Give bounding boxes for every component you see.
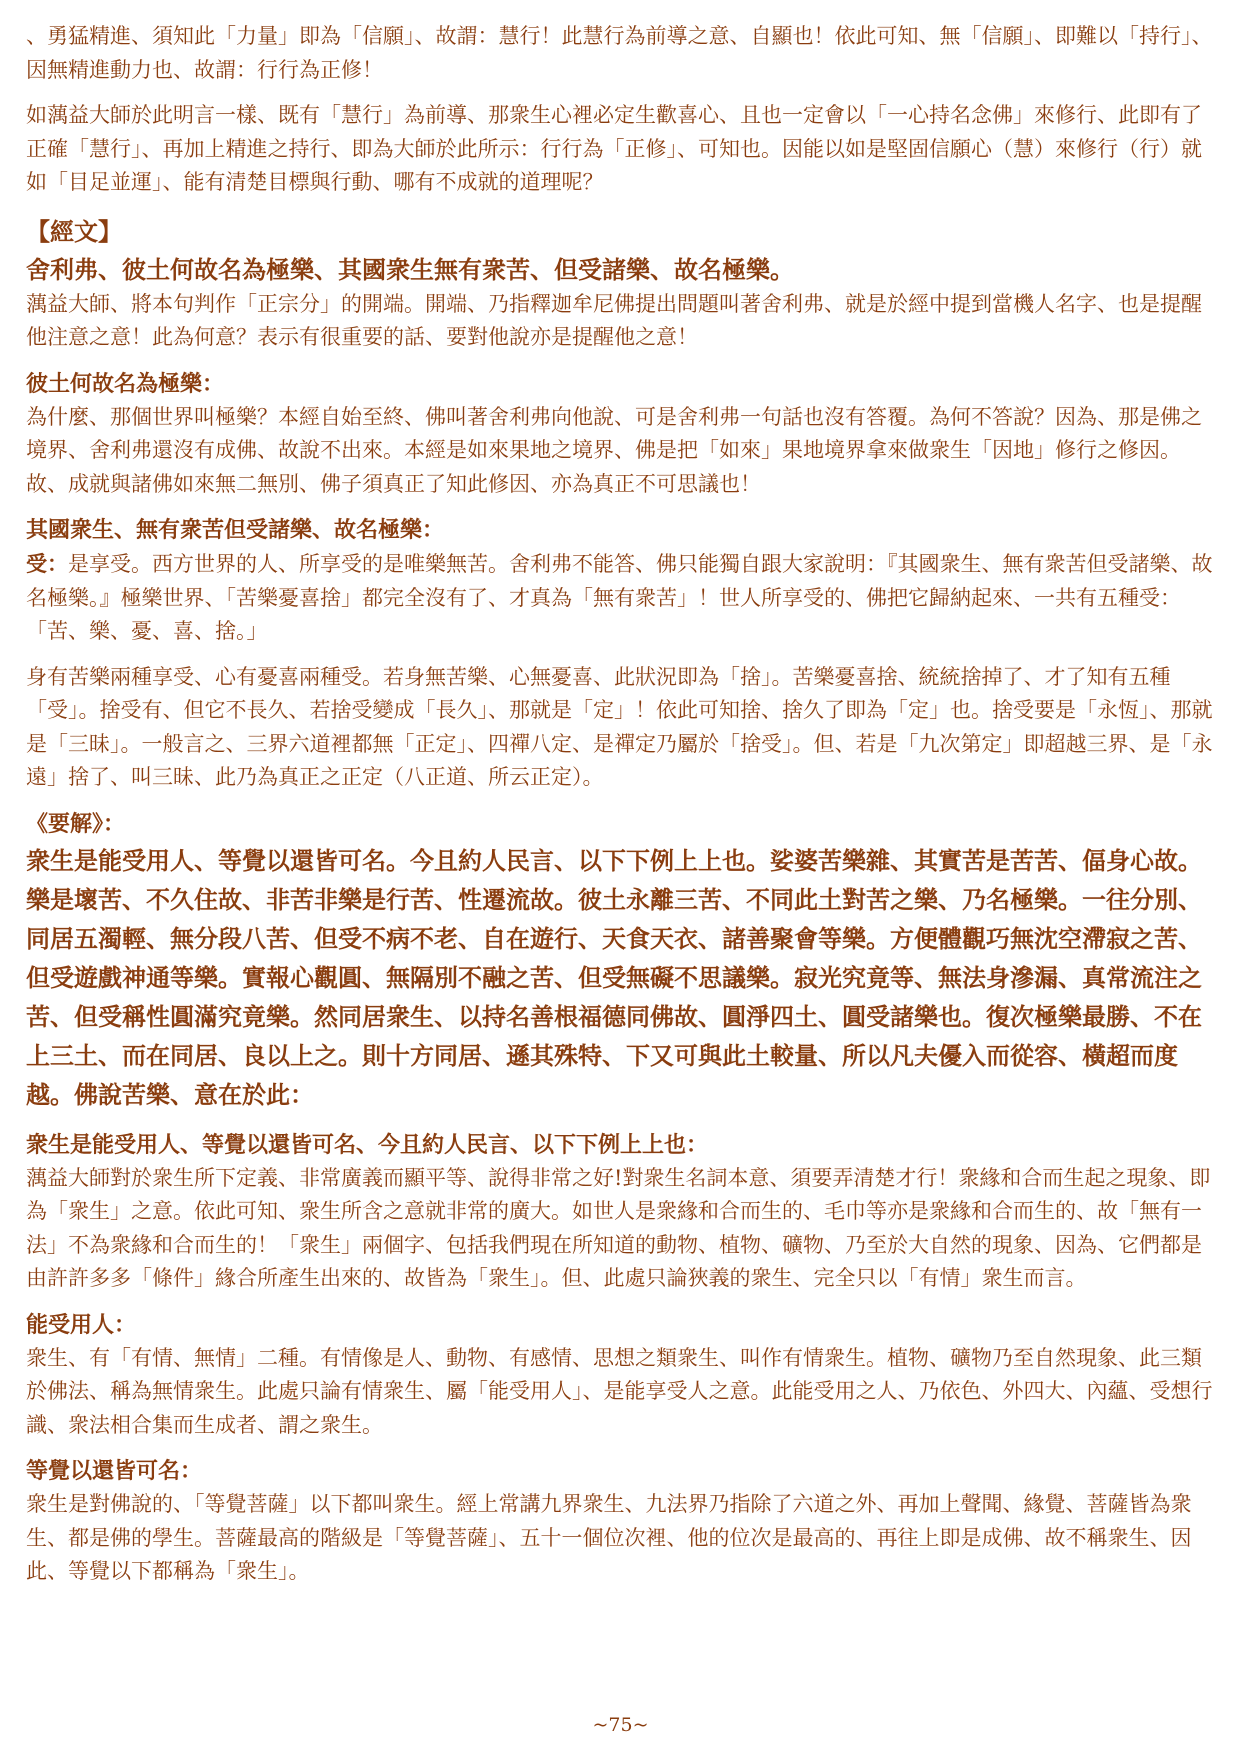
section-heading-sutra: 【經文】 bbox=[26, 216, 122, 246]
paragraph-nengshou: 衆生、有「有情、無情」二種。有情像是人、動物、有感情、思想之類衆生、叫作有情衆生。植物、礦物乃至自然現象、此三類於佛法、稱為無情衆生。此處只論有情衆生、屬「能受用人」、是能享受人之意。此能受用之人、乃依色、外四大、內蘊、受想行識、衆法相合集而生成者、謂之衆生。 bbox=[26, 1345, 1213, 1437]
term-shou: 受： bbox=[26, 551, 68, 576]
paragraph-intro-1: 、勇猛精進、須知此「力量」即為「信願」、故謂：慧行！此慧行為前導之意、自顯也！依此可知、無「信願」、即難以「持行」、因無精進動力也、故謂：行行為正修！ bbox=[26, 24, 1213, 82]
paragraph-shou bbox=[26, 547, 1222, 649]
paragraph-intro-2: 如蕅益大師於此明言一樣、既有「慧行」為前導、那衆生心裡必定生歡喜心、且也一定會以「一心持名念佛」來修行、此即有了正確「慧行」、再加上精進之持行、即為大師於此所示：行行為「正修」、可知也。因能以如是堅固信願心（慧）來修行（行）就如「目足並運」、能有清楚目標與行動、哪有不成就的道理呢？ bbox=[26, 103, 1202, 194]
document-page bbox=[26, 20, 1222, 1601]
sub-heading-bitu: 彼土何故名為極樂： bbox=[26, 370, 225, 397]
sub-heading-qiguo: 其國衆生、無有衆苦但受諸樂、故名極樂： bbox=[26, 517, 445, 543]
paragraph-sutra-explanation: 蕅益大師、將本句判作「正宗分」的開端。開端、乃指釋迦牟尼佛提出問題叫著舍利弗、就是於經中提到當機人名字、也是提醒他注意之意！此為何意？表示有很重要的話、要對他說亦是提醒他之意！ bbox=[26, 291, 1202, 349]
paragraph-five-feelings: 身有苦樂兩種享受、心有憂喜兩種受。若身無苦樂、心無憂喜、此狀況即為「捨」。苦樂憂喜捨、統統捨掉了、才了知有五種「受」。捨受有、但它不長久、若捨受變成「長久」、那就是「定」！依此可知捨、捨久了即為「定」也。捨受要是「永恆」、那就是「三昧」。一般言之、三界六道裡都無「正定」、四禪八定、是禪定乃屬於「捨受」。但、若是「九次第定」即超越三界、是「永遠」捨了、叫三昧、此乃為真正之正定（八正道、所云正定）。 bbox=[26, 664, 1213, 789]
sutra-text: 舍利弗、彼土何故名為極樂、其國衆生無有衆苦、但受諸樂、故名極樂。 bbox=[26, 254, 794, 284]
paragraph-shou-text: 是享受。西方世界的人、所享受的是唯樂無苦。舍利弗不能答、佛只能獨自跟大家說明：『其國衆生、無有衆苦但受諸樂、故名極樂。』極樂世界、「苦樂憂喜捨」都完全沒有了、才真為「無有衆苦」！世人所享受的、佛把它歸納起來、一共有五種受：「苦、樂、憂、喜、捨。」 bbox=[26, 552, 1213, 643]
sub-heading-nengshou: 能受用人： bbox=[26, 1311, 137, 1338]
paragraph-bitu: 為什麼、那個世界叫極樂？本經自始至終、佛叫著舍利弗向他說、可是舍利弗一句話也沒有答覆。為何不答說？因為、那是佛之境界、舍利弗還沒有成佛、故說不出來。本經是如來果地之境界、佛是把「如來」果地境界拿來做衆生「因地」修行之修因。故、成就與諸佛如來無二無別、佛子須真正了知此修因、亦為真正不可思議也！ bbox=[26, 404, 1202, 496]
commentary-label: 《要解》： bbox=[26, 810, 126, 837]
paragraph-dengjue: 衆生是對佛說的、「等覺菩薩」以下都叫衆生。經上常講九界衆生、九法界乃指除了六道之外、再加上聲聞、緣覺、菩薩皆為衆生、都是佛的學生。菩薩最高的階級是「等覺菩薩」、五十一個位次裡、他的位次是最高的、再往上即是成佛、故不稱衆生、因此、等覺以下都稱為「衆生」。 bbox=[26, 1492, 1192, 1583]
paragraph-zhongsheng: 蕅益大師對於衆生所下定義、非常廣義而顯平等、說得非常之好!對衆生名詞本意、須要弄清楚才行！衆緣和合而生起之現象、即為「衆生」之意。依此可知、衆生所含之意就非常的廣大。如世人是衆緣和合而生的、毛巾等亦是衆緣和合而生的、故「無有一法」不為衆緣和合而生的！「衆生」兩個字、包括我們現在所知道的動物、植物、礦物、乃至於大自然的現象、因為、它們都是由許許多多「條件」緣合所產生出來的、故皆為「衆生」。但、此處只論狹義的衆生、完全只以「有情」衆生而言。 bbox=[26, 1165, 1211, 1290]
sub-heading-dengjue: 等覺以還皆可名： bbox=[26, 1458, 203, 1484]
sub-heading-zhongsheng: 衆生是能受用人、等覺以還皆可名、今且約人民言、以下下例上上也： bbox=[26, 1131, 709, 1158]
page-number: ~75~ bbox=[592, 1714, 649, 1736]
commentary-text: 衆生是能受用人、等覺以還皆可名。今且約人民言、以下下例上上也。娑婆苦樂雜、其實苦是苦苦、偪身心故。樂是壞苦、不久住故、非苦非樂是行苦、性遷流故。彼土永離三苦、不同此土對苦之樂、乃名極樂。一往分別、同居五濁輕、無分段八苦、但受不病不老、自在遊行、天食天衣、諸善聚會等樂。方便體觀巧無沈空滯寂之苦、但受遊戲神通等樂。實報心觀圓、無隔別不融之苦、但受無礙不思議樂。寂光究竟等、無法身滲漏、真常流注之苦、但受稱性圓滿究竟樂。然同居衆生、以持名善根福德同佛故、圓淨四土、圓受諸樂也。復次極樂最勝、不在上三土、而在同居、良以上之。則十方同居、遜其殊特、下又可與此土較量、所以凡夫優入而從容、橫超而度越。佛說苦樂、意在於此： bbox=[26, 845, 1202, 1109]
